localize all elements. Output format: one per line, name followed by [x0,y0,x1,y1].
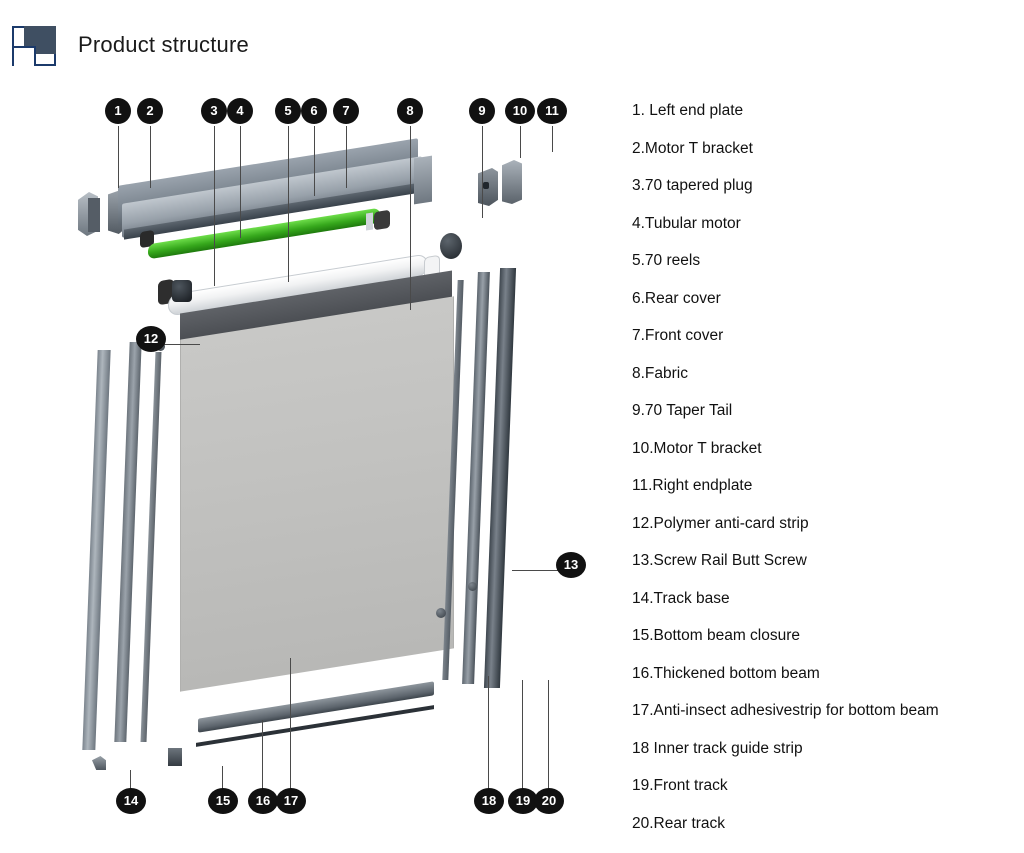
part-headrail-end-cap [414,156,432,205]
page-title: Product structure [78,32,249,57]
leader-line [520,126,521,158]
leader-line [410,126,411,310]
part-70-taper-tail [440,233,462,259]
leader-line [214,126,215,286]
part-motor-ring [366,212,373,230]
callout-3[interactable]: 3 [201,98,227,124]
callout-6[interactable]: 6 [301,98,327,124]
legend-item: 8.Fabric [632,364,688,382]
legend-item: 4.Tubular motor [632,214,741,232]
callout-12[interactable]: 12 [136,326,166,352]
part-track-base [92,756,106,770]
part-fabric [180,296,454,691]
callout-9[interactable]: 9 [469,98,495,124]
callout-11[interactable]: 11 [537,98,567,124]
parts-legend-list [632,92,1024,842]
leader-line [512,570,564,571]
callout-1[interactable]: 1 [105,98,131,124]
leader-line [552,126,553,152]
leader-line [482,126,483,218]
legend-item: 5.70 reels [632,252,701,269]
callout-16[interactable]: 16 [248,788,278,814]
part-rear-track [484,268,516,688]
leader-line [488,676,489,798]
legend-item: 10.Motor T bracket [632,439,762,457]
leader-line [522,680,523,798]
legend-item: 19.Front track [632,777,728,794]
leader-line [240,126,241,238]
part-front-track-left [114,342,141,742]
callout-4[interactable]: 4 [227,98,253,124]
leader-line [118,126,119,188]
callout-14[interactable]: 14 [116,788,146,814]
callout-2[interactable]: 2 [137,98,163,124]
legend-item: 6.Rear cover [632,289,721,307]
leader-line [314,126,315,196]
square-logo-icon [12,26,58,68]
legend-item: 20.Rear track [632,814,726,832]
callout-19[interactable]: 19 [508,788,538,814]
part-rear-track-left [82,350,110,750]
part-motor-head [374,210,390,231]
legend-item: 11.Right endplate [632,477,753,494]
legend-item: 7.Front cover [632,327,724,344]
callout-13[interactable]: 13 [556,552,586,578]
part-70-tapered-plug [172,280,192,302]
callout-18[interactable]: 18 [474,788,504,814]
legend-item: 3.70 tapered plug [632,177,753,194]
part-screw-rail-butt-screw-b [468,582,477,591]
legend-item: 16.Thickened bottom beam [632,664,820,682]
part-motor-t-bracket-right [478,168,498,206]
legend-item: 13.Screw Rail Butt Screw [632,552,807,569]
callout-17[interactable]: 17 [276,788,306,814]
legend-item: 14.Track base [632,589,730,607]
callout-15[interactable]: 15 [208,788,238,814]
leader-line [288,126,289,282]
part-bottom-beam-closure [168,748,182,766]
legend-item: 1. Left end plate [632,102,744,119]
part-right-endplate [502,160,522,204]
callout-20[interactable]: 20 [534,788,564,814]
legend-item: 18 Inner track guide strip [632,739,803,757]
callout-7[interactable]: 7 [333,98,359,124]
leader-line [262,720,263,798]
part-screw-rail-butt-screw-a [436,608,446,618]
leader-line [548,680,549,798]
callout-5[interactable]: 5 [275,98,301,124]
legend-item: 9.70 Taper Tail [632,402,733,419]
leader-line [150,126,151,188]
callout-10[interactable]: 10 [505,98,535,124]
callout-8[interactable]: 8 [397,98,423,124]
page-header [0,0,1024,80]
leader-line [290,658,291,798]
legend-item: 12.Polymer anti-card strip [632,514,809,532]
part-left-end-plate-web [88,198,100,232]
legend-item: 17.Anti-insect adhesivestrip for bottom beam [632,702,939,719]
leader-line [346,126,347,188]
product-exploded-diagram [0,80,632,853]
legend-item: 2.Motor T bracket [632,139,753,157]
legend-item: 15.Bottom beam closure [632,627,801,644]
part-polymer-anti-card-strip [141,352,162,742]
